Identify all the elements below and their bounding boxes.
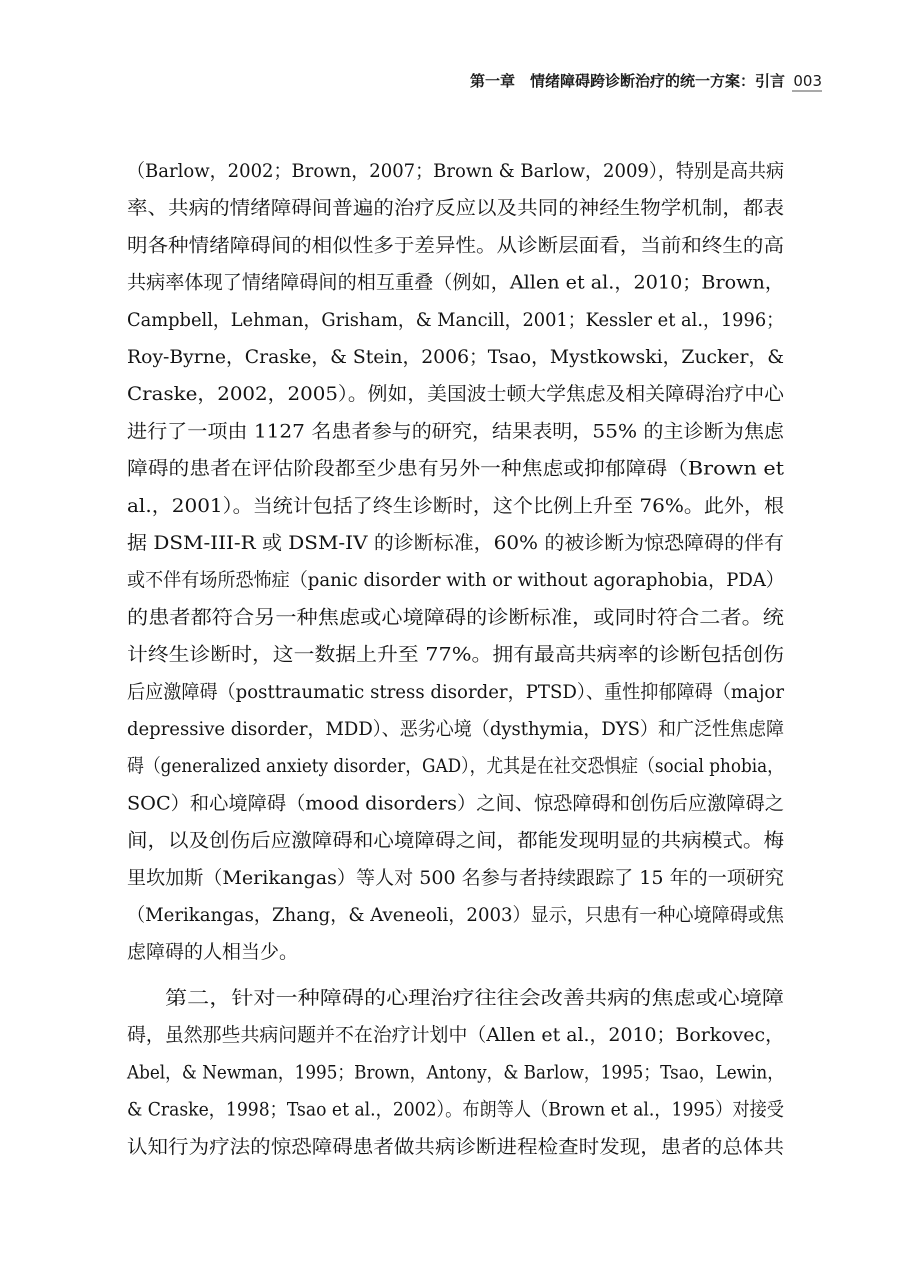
text-line: Abel，& Newman，1995；Brown，Antony，& Barlow，1995；Tsao，Lewin， (126, 1061, 785, 1084)
text-line: （Merikangas，Zhang，& Aveneoli，2003）显示，只患有一种心境障碍或焦 (127, 904, 785, 926)
text-line: 后应激障碍（posttraumatic stress disorder，PTSD）、重性抑郁障碍（major (127, 680, 785, 703)
text-line: Campbell，Lehman，Grisham，& Mancill，2001；Kessler et al.，1996； (127, 308, 784, 331)
text-line: 共病率体现了情绪障碍间的相互重叠（例如，Allen et al.，2010；Brown， (127, 271, 784, 294)
text-line: 明各种情绪障碍间的相似性多于差异性。从诊断层面看，当前和终生的高 (127, 234, 784, 257)
header-chapter: 第一章 (470, 72, 516, 90)
text-line: depressive disorder，MDD）、恶劣心境（dysthymia，DYS）和广泛性焦虑障 (127, 718, 784, 740)
text-line: SOC）和心境障碍（mood disorders）之间、惊恐障碍和创伤后应激障碍之 (127, 792, 784, 815)
text-line: 碍（generalized anxiety disorder，GAD），尤其是在社交恐惧症（social phobia， (127, 755, 784, 778)
text-line: 里坎加斯（Merikangas）等人对 500 名参与者持续跟踪了 15 年的一项研究 (127, 866, 784, 889)
text-line: 或不伴有场所恐怖症（panic disorder with or without agoraphobia，PDA） (127, 569, 784, 592)
header-title: 情绪障碍跨诊断治疗的统一方案：引言 (530, 72, 786, 90)
text-line: 计终生诊断时，这一数据上升至 77%。拥有最高共病率的诊断包括创伤 (127, 643, 784, 666)
text-line: （Barlow，2002；Brown，2007；Brown & Barlow，2009），特别是高共病 (127, 160, 784, 182)
text-line: 据 DSM-III-R 或 DSM-IV 的诊断标准，60% 的被诊断为惊恐障碍的伴有 (127, 532, 784, 554)
text-line: 进行了一项由 1127 名患者参与的研究，结果表明，55% 的主诊断为焦虑 (127, 420, 786, 443)
text-line: 障碍的患者在评估阶段都至少患有另外一种焦虑或抑郁障碍（Brown et (127, 457, 785, 480)
text-line: 虑障碍的人相当少。 (127, 941, 299, 964)
page-number: 003 (793, 72, 822, 90)
text-line: 第二，针对一种障碍的心理治疗往往会改善共病的焦虑或心境障 (165, 987, 784, 1009)
text-line: 认知行为疗法的惊恐障碍患者做共病诊断进程检查时发现，患者的总体共 (127, 1135, 784, 1158)
text-line: 率、共病的情绪障碍间普遍的治疗反应以及共同的神经生物学机制，都表 (127, 197, 784, 220)
text-line: & Craske，1998；Tsao et al.，2002）。布朗等人（Brown et al.，1995）对接受 (127, 1098, 784, 1121)
text-line: al.，2001）。当统计包括了终生诊断时，这个比例上升至 76%。此外，根 (127, 494, 784, 517)
text-line: Roy-Byrne，Craske，& Stein，2006；Tsao，Mystkowski，Zucker，& (127, 346, 785, 368)
text-line: 碍，虽然那些共病问题并不在治疗计划中（Allen et al.，2010；Borkovec， (127, 1024, 784, 1047)
text-line: 的患者都符合另一种焦虑或心境障碍的诊断标准，或同时符合二者。统 (127, 606, 784, 629)
text-line: Craske，2002，2005）。例如，美国波士顿大学焦虑及相关障碍治疗中心 (127, 383, 786, 406)
text-line: 间，以及创伤后应激障碍和心境障碍之间，都能发现明显的共病模式。梅 (127, 829, 784, 852)
